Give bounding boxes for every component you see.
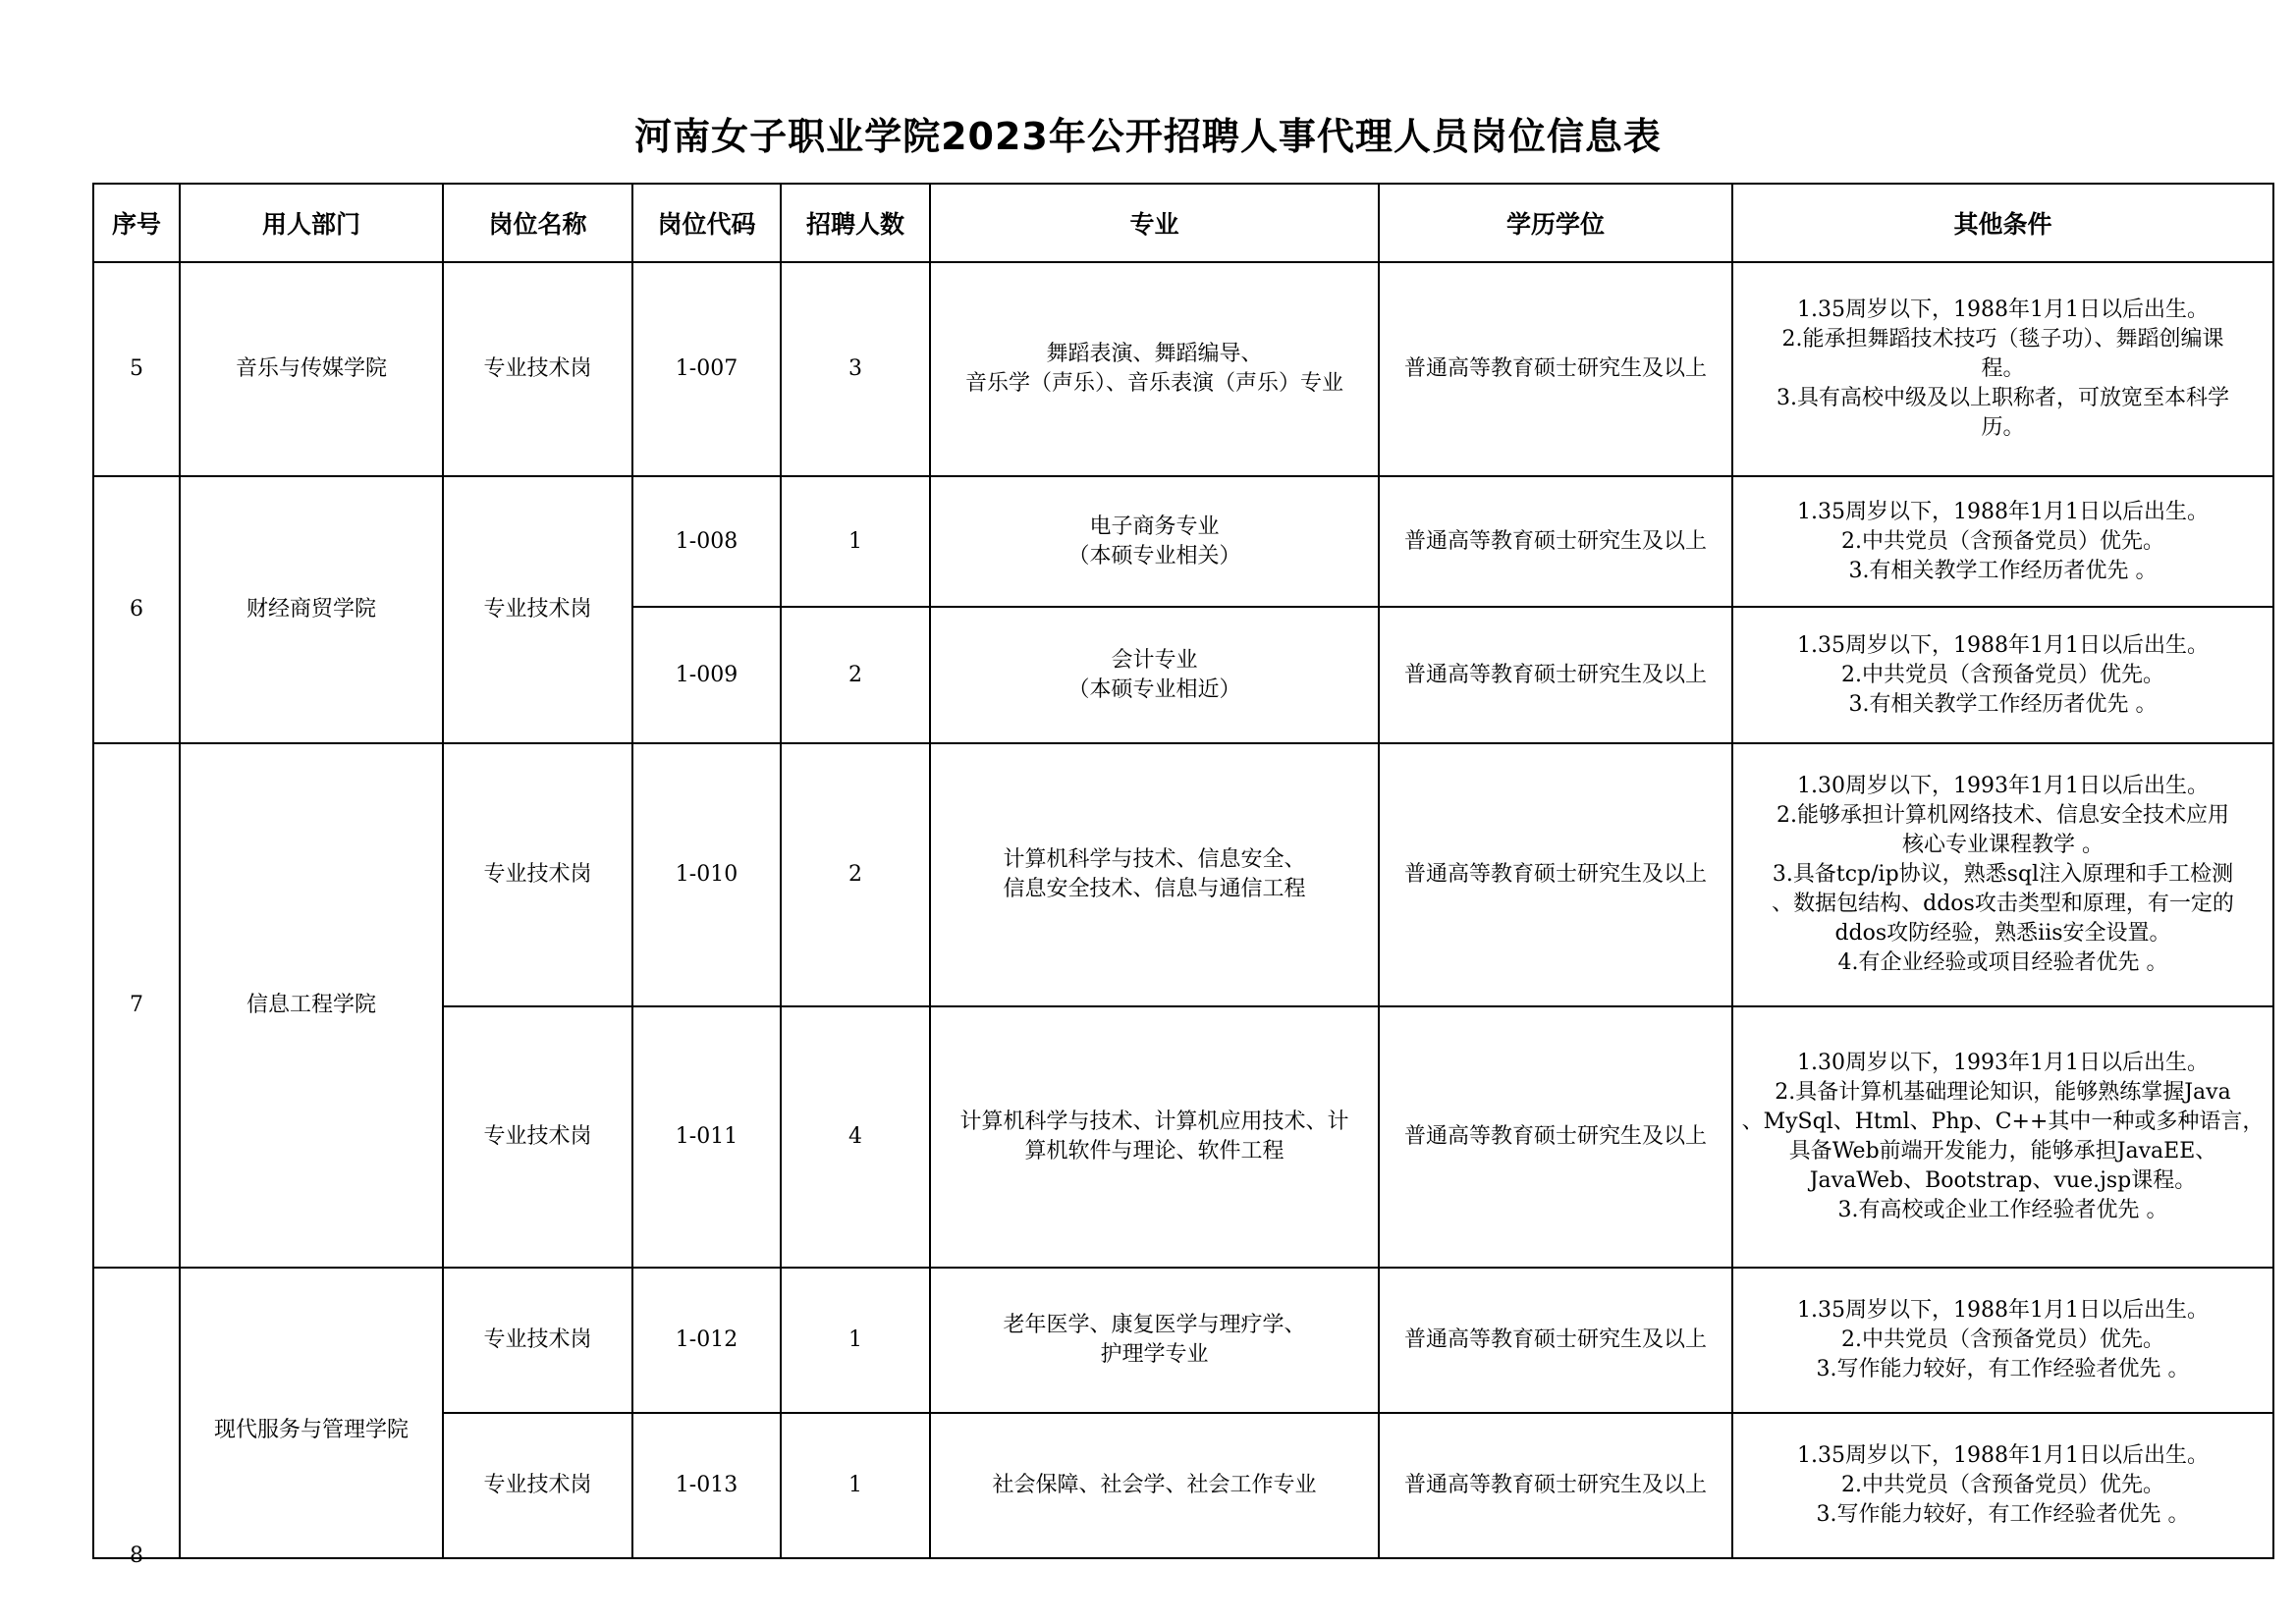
- condition-line: 核心专业课程教学 。: [1902, 833, 2104, 857]
- condition-line: 、MySql、Html、Php、C++其中一种或多种语言，: [1741, 1110, 2265, 1134]
- header-major: 专业: [930, 184, 1379, 262]
- cell-count: 2: [781, 743, 930, 1006]
- cell-conditions: [1732, 743, 2273, 1006]
- condition-line: 程。: [1981, 356, 2025, 381]
- cell-count: 1: [781, 1268, 930, 1413]
- cell-conditions: [1732, 262, 2273, 476]
- condition-line: ddos攻防经验，熟悉iis安全设置。: [1834, 921, 2171, 946]
- condition-line: 3.具有高校中级及以上职称者，可放宽至本科学: [1777, 386, 2229, 410]
- header-degree: 学历学位: [1379, 184, 1732, 262]
- condition-line: 1.30周岁以下，1993年1月1日以后出生。: [1797, 774, 2209, 798]
- major-line: 舞蹈表演、舞蹈编导、: [1046, 342, 1263, 366]
- cell-seq: 6: [93, 476, 180, 743]
- cell-seq: [93, 1268, 180, 1568]
- cell-major: [930, 1413, 1379, 1558]
- condition-line: 3.具备tcp/ip协议，熟悉sql注入原理和手工检测: [1772, 862, 2234, 887]
- cell-conditions: [1732, 1006, 2273, 1268]
- cell-code: 1-010: [632, 743, 781, 1006]
- condition-line: 2.能承担舞蹈技术技巧（毯子功）、舞蹈创编课: [1781, 327, 2224, 352]
- condition-line: 3.有相关教学工作经历者优先 。: [1848, 558, 2158, 583]
- cell-major: [930, 262, 1379, 476]
- condition-line: 2.能够承担计算机网络技术、信息安全技术应用: [1777, 803, 2229, 828]
- major-line: 音乐学（声乐）、音乐表演（声乐）专业: [964, 371, 1343, 396]
- major-line: 算机软件与理论、软件工程: [1024, 1139, 1285, 1164]
- cell-major: [930, 1268, 1379, 1413]
- table-row: [93, 476, 2273, 607]
- cell-code: 1-008: [632, 476, 781, 607]
- cell-post: 专业技术岗: [443, 1006, 632, 1268]
- major-line: 会计专业: [1111, 647, 1198, 673]
- cell-major: [930, 607, 1379, 743]
- condition-line: 1.30周岁以下，1993年1月1日以后出生。: [1797, 1051, 2209, 1075]
- cell-code: 1-007: [632, 262, 781, 476]
- major-line: 信息安全技术、信息与通信工程: [1003, 877, 1306, 901]
- cell-conditions: [1732, 1268, 2273, 1413]
- major-line: 计算机科学与技术、信息安全、: [1003, 847, 1306, 872]
- cell-degree: 普通高等教育硕士研究生及以上: [1379, 1006, 1732, 1268]
- condition-line: 2.中共党员（含预备党员）优先。: [1841, 662, 2164, 687]
- header-code: 岗位代码: [632, 184, 781, 262]
- cell-dept: 现代服务与管理学院: [180, 1268, 443, 1558]
- major-line: 社会保障、社会学、社会工作专业: [992, 1473, 1317, 1497]
- cell-dept: 信息工程学院: [180, 743, 443, 1268]
- condition-line: JavaWeb、Bootstrap、vue.jsp课程。: [1809, 1168, 2197, 1193]
- cell-count: 1: [781, 1413, 930, 1558]
- page-title: 河南女子职业学院2023年公开招聘人事代理人员岗位信息表: [634, 115, 1662, 158]
- recruitment-table: [92, 183, 2274, 1568]
- header-seq: 序号: [93, 184, 180, 262]
- condition-line: 3.写作能力较好，有工作经验者优先 。: [1816, 1502, 2190, 1527]
- cell-degree: 普通高等教育硕士研究生及以上: [1379, 607, 1732, 743]
- condition-line: 历。: [1981, 415, 2025, 440]
- cell-count: 1: [781, 476, 930, 607]
- condition-line: 3.有相关教学工作经历者优先 。: [1848, 691, 2158, 717]
- cell-code: 1-011: [632, 1006, 781, 1268]
- cell-degree: 普通高等教育硕士研究生及以上: [1379, 1413, 1732, 1558]
- header-dept: 用人部门: [180, 184, 443, 262]
- cell-degree: 普通高等教育硕士研究生及以上: [1379, 262, 1732, 476]
- condition-line: 2.中共党员（含预备党员）优先。: [1841, 528, 2164, 554]
- cell-conditions: [1732, 607, 2273, 743]
- condition-line: 具备Web前端开发能力，能够承担JavaEE、: [1788, 1139, 2217, 1164]
- table-row: [93, 743, 2273, 1006]
- seq-number: 8: [130, 1543, 143, 1568]
- cell-seq: 5: [93, 262, 180, 476]
- condition-line: 3.写作能力较好，有工作经验者优先 。: [1816, 1357, 2190, 1381]
- cell-conditions: [1732, 1413, 2273, 1558]
- condition-line: 2.中共党员（含预备党员）优先。: [1841, 1327, 2164, 1352]
- major-line: 电子商务专业: [1089, 514, 1220, 539]
- cell-count: 4: [781, 1006, 930, 1268]
- condition-line: 1.35周岁以下，1988年1月1日以后出生。: [1797, 298, 2209, 322]
- cell-count: 2: [781, 607, 930, 743]
- condition-line: 3.有高校或企业工作经验者优先 。: [1837, 1198, 2168, 1222]
- major-line: 护理学专业: [1100, 1342, 1209, 1367]
- cell-degree: 普通高等教育硕士研究生及以上: [1379, 1268, 1732, 1413]
- cell-degree: 普通高等教育硕士研究生及以上: [1379, 476, 1732, 607]
- cell-post: 专业技术岗: [443, 743, 632, 1006]
- cell-count: 3: [781, 262, 930, 476]
- table-row: [93, 262, 2273, 476]
- header-conditions: 其他条件: [1732, 184, 2273, 262]
- major-line: 计算机科学与技术、计算机应用技术、计: [959, 1110, 1349, 1134]
- cell-major: [930, 476, 1379, 607]
- major-line: （本硕专业相关）: [1067, 543, 1241, 568]
- cell-conditions: [1732, 476, 2273, 607]
- cell-post: 专业技术岗: [443, 1413, 632, 1558]
- condition-line: 1.35周岁以下，1988年1月1日以后出生。: [1797, 1443, 2209, 1468]
- condition-line: 1.35周岁以下，1988年1月1日以后出生。: [1797, 1298, 2209, 1323]
- cell-major: [930, 743, 1379, 1006]
- cell-post: 专业技术岗: [443, 262, 632, 476]
- major-line: （本硕专业相近）: [1067, 677, 1241, 702]
- cell-dept: 音乐与传媒学院: [180, 262, 443, 476]
- table-header-row: [93, 184, 2273, 262]
- cell-post: 专业技术岗: [443, 1268, 632, 1413]
- condition-line: 4.有企业经验或项目经验者优先 。: [1837, 950, 2168, 975]
- cell-code: 1-013: [632, 1413, 781, 1558]
- header-count: 招聘人数: [781, 184, 930, 262]
- condition-line: 2.中共党员（含预备党员）优先。: [1841, 1473, 2164, 1497]
- cell-seq: 7: [93, 743, 180, 1268]
- major-line: 老年医学、康复医学与理疗学、: [1003, 1313, 1306, 1337]
- condition-line: 1.35周岁以下，1988年1月1日以后出生。: [1797, 632, 2209, 658]
- cell-dept: 财经商贸学院: [180, 476, 443, 743]
- condition-line: 、数据包结构、ddos攻击类型和原理，有一定的: [1772, 892, 2234, 916]
- cell-degree: 普通高等教育硕士研究生及以上: [1379, 743, 1732, 1006]
- table-row: [93, 1268, 2273, 1413]
- header-post: 岗位名称: [443, 184, 632, 262]
- cell-major: [930, 1006, 1379, 1268]
- cell-code: 1-009: [632, 607, 781, 743]
- condition-line: 1.35周岁以下，1988年1月1日以后出生。: [1797, 499, 2209, 524]
- cell-post: 专业技术岗: [443, 476, 632, 743]
- cell-code: 1-012: [632, 1268, 781, 1413]
- condition-line: 2.具备计算机基础理论知识，能够熟练掌握Java: [1775, 1080, 2231, 1105]
